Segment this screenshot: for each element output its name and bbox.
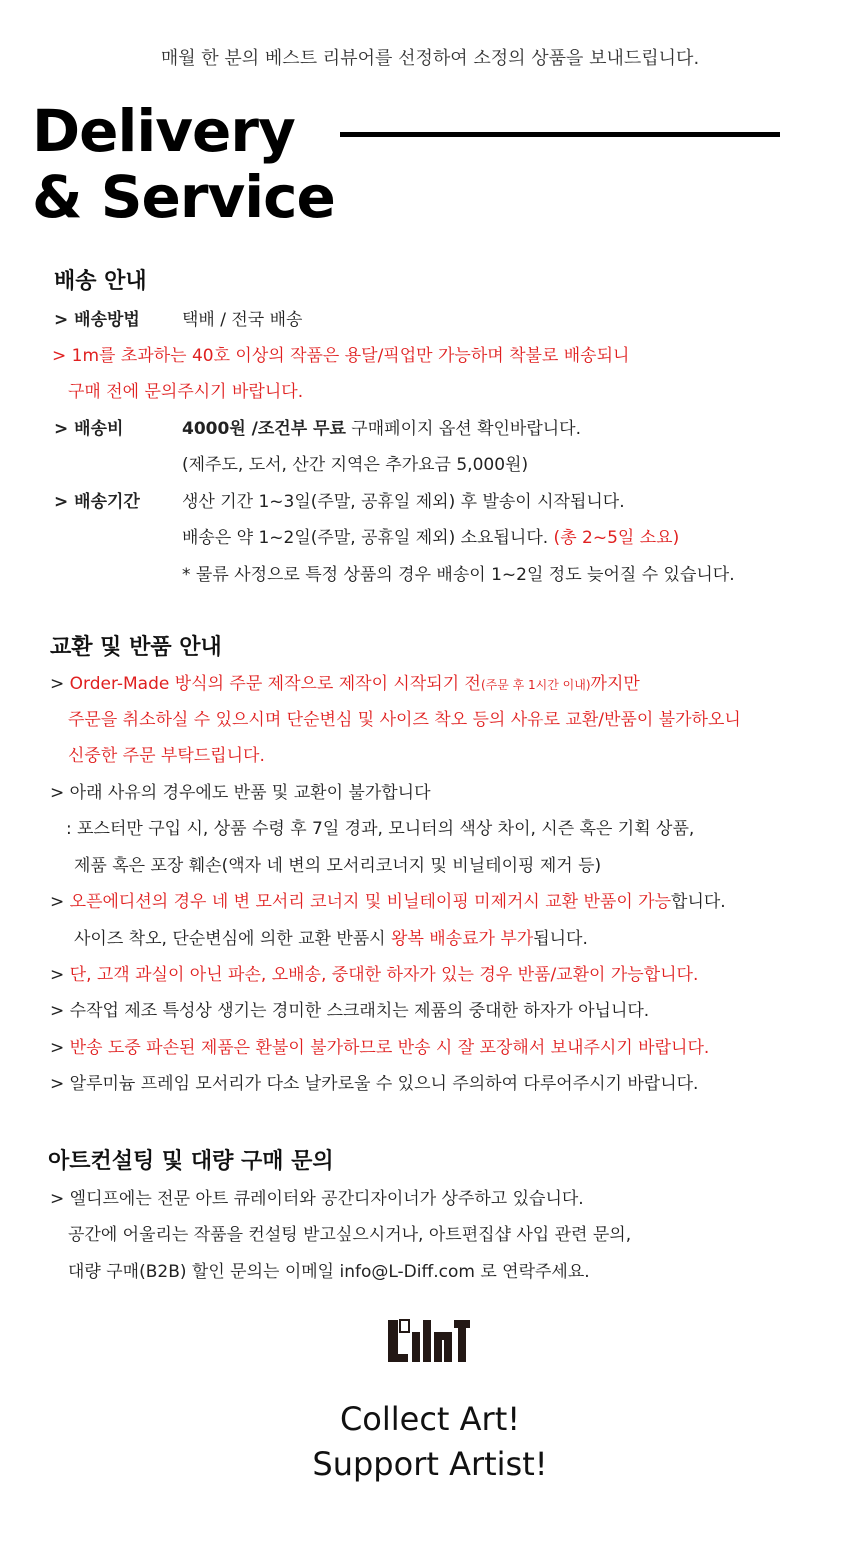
intro-text: 매월 한 분의 베스트 리뷰어를 선정하여 소정의 상품을 보내드립니다.	[160, 48, 700, 69]
exchange-line-10: > 수작업 제조 특성상 생기는 경미한 스크래치는 제품의 중대한 하자가 아닙니다.	[50, 1001, 650, 1021]
fee-extra-note: (제주도, 도서, 산간 지역은 추가요금 5,000원)	[182, 455, 529, 475]
exchange-line-9	[50, 964, 698, 986]
oversize-notice-2: 구매 전에 문의주시기 바랍니다.	[68, 382, 304, 402]
bullet: >	[50, 674, 70, 694]
period-label: > 배송기간	[54, 492, 140, 512]
title-delivery: Delivery	[32, 97, 295, 165]
consult-heading: 아트컨설팅 및 대량 구매 문의	[48, 1149, 334, 1174]
size-error-end: 됩니다.	[533, 929, 588, 949]
return-fee-notice: 왕복 배송료가 부가	[391, 929, 534, 949]
slogan-line-1: Collect Art!	[339, 1400, 521, 1438]
slogan-line-2: Support Artist!	[312, 1445, 548, 1483]
defect-exchange-notice: 단, 고객 과실이 아닌 파손, 오배송, 중대한 하자가 있는 경우 반품/교환이 가능합니다.	[69, 965, 699, 985]
fee-condition: 4000원 /조건부 무료	[182, 419, 346, 439]
period-line-3: * 물류 사정으로 특정 상품의 경우 배송이 1~2일 정도 늦어질 수 있습니다.	[182, 565, 735, 585]
consult-line-1: > 엘디프에는 전문 아트 큐레이터와 공간디자이너가 상주하고 있습니다.	[50, 1189, 584, 1209]
exchange-line-3: 신중한 주문 부탁드립니다.	[68, 746, 265, 766]
bullet: >	[50, 892, 70, 912]
method-label: > 배송방법	[54, 310, 140, 330]
period-line-2	[182, 527, 679, 549]
period-total: (총 2~5일 소요)	[548, 528, 680, 548]
l-diff-logo-icon	[386, 1318, 472, 1364]
open-edition-notice: 오픈에디션의 경우 네 변 모서리 코너지 및 비닐테이핑 미제거시 교환 반품이 가능	[69, 892, 672, 912]
return-packaging-notice: 반송 도중 파손된 제품은 환불이 불가하므로 반송 시 잘 포장해서 보내주시기 바랍니다.	[69, 1038, 710, 1058]
exchange-line-6: 제품 혹은 포장 훼손(액자 네 변의 모서리코너지 및 비닐테이핑 제거 등)	[74, 856, 602, 876]
exchange-line-11	[50, 1037, 709, 1059]
fee-option-note: 구매페이지 옵션 확인바랍니다.	[345, 419, 582, 439]
exchange-line-4: > 아래 사유의 경우에도 반품 및 교환이 불가합니다	[50, 783, 431, 803]
exchange-line-8	[74, 928, 588, 950]
title-rule	[340, 132, 780, 137]
bullet: >	[50, 965, 70, 985]
title-service: & Service	[32, 163, 335, 231]
consult-line-3: 대량 구매(B2B) 할인 문의는 이메일 info@L-Diff.com 로 연락주세요.	[68, 1262, 590, 1282]
open-edition-end: 합니다.	[671, 892, 726, 912]
oversize-notice-1: > 1m를 초과하는 40호 이상의 작품은 용달/픽업만 가능하며 착불로 배송되니	[52, 346, 630, 366]
fee-value	[182, 418, 581, 440]
bullet: >	[50, 1038, 70, 1058]
size-error-text: 사이즈 착오, 단순변심에 의한 교환 반품시	[74, 929, 392, 949]
method-value: 택배 / 전국 배송	[182, 310, 303, 330]
exchange-heading: 교환 및 반품 안내	[50, 635, 222, 660]
delivery-heading: 배송 안내	[54, 269, 147, 294]
order-made-until: 까지만	[590, 674, 640, 694]
period-line-2-text: 배송은 약 1~2일(주말, 공휴일 제외) 소요됩니다.	[182, 528, 549, 548]
logo-svg	[386, 1318, 472, 1364]
exchange-line-2: 주문을 취소하실 수 있으시며 단순변심 및 사이즈 착오 등의 사유로 교환/반품이 불가하오니	[68, 710, 741, 730]
period-line-1: 생산 기간 1~3일(주말, 공휴일 제외) 후 발송이 시작됩니다.	[182, 492, 625, 512]
exchange-line-1	[50, 673, 640, 696]
order-made-notice: Order-Made 방식의 주문 제작으로 제작이 시작되기 전	[69, 674, 481, 694]
exchange-line-7	[50, 891, 726, 913]
order-made-time: (주문 후 1시간 이내)	[480, 678, 591, 692]
fee-label: > 배송비	[54, 419, 124, 439]
consult-line-2: 공간에 어울리는 작품을 컨설팅 받고싶으시거나, 아트편집샵 사입 관련 문의,	[68, 1225, 632, 1245]
exchange-line-12: > 알루미늄 프레임 모서리가 다소 날카로울 수 있으니 주의하여 다루어주시기 바랍니다.	[50, 1074, 699, 1094]
exchange-line-5: : 포스터만 구입 시, 상품 수령 후 7일 경과, 모니터의 색상 차이, 시즌 혹은 기획 상품,	[66, 819, 695, 839]
